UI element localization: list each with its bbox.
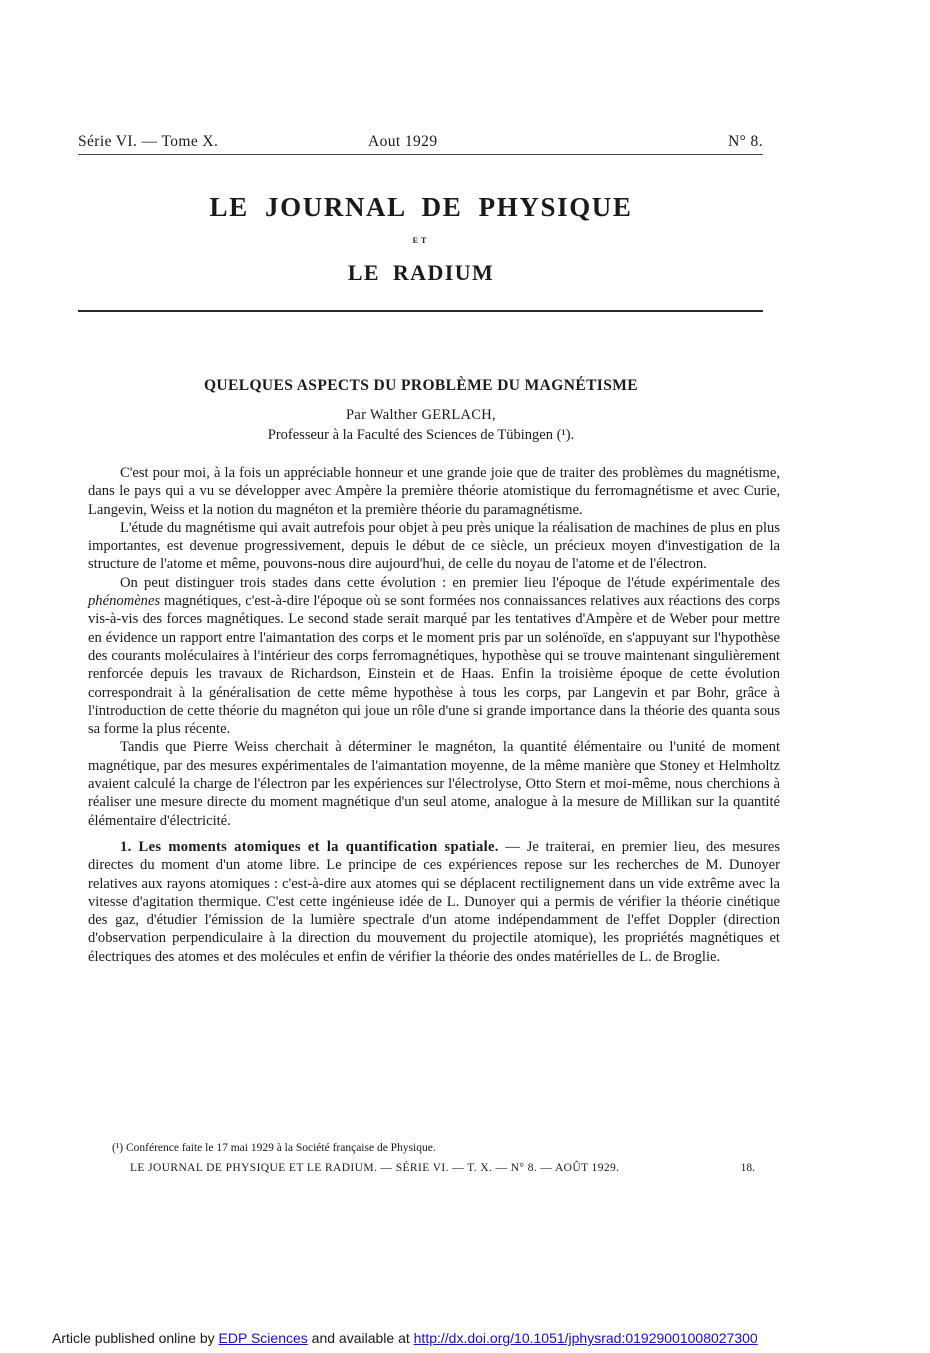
article-body bbox=[88, 464, 780, 966]
paragraph bbox=[88, 574, 780, 739]
section-paragraph bbox=[88, 838, 780, 966]
article-title: QUELQUES ASPECTS DU PROBLÈME DU MAGNÉTISME bbox=[203, 377, 639, 394]
issue-number: N° 8. bbox=[728, 133, 763, 150]
journal-conjunction: ET bbox=[412, 236, 430, 245]
paragraph-text: magnétiques, c'est-à-dire l'époque où se sont formées nos connaissances relatives aux réactions des corps vis-à-vis des forces magnétiques. Le second stade serait marqué par les tentatives d'Ampère et de Weber pour mettre en évidence un rapport entre l'aimantation des corps et le moment pris par un solénoïde, en s'appuyant sur l'hypothèse des courants moléculaires à l'intérieur des corps ferromagnétiques, hypothèse qui se trouve maintenant singulièrement renforcée depuis les travaux de Richardson, Einstein et de Haas. Enfin la troisième époque de cette évolution correspondrait à la généralisation de cette même hypothèse à tous les corps, par Langevin et par Bohr, grâce à l'introduction de cette théorie du magnéton qui joue un rôle d'une si grande importance dans la théorie des quanta sous sa forme la plus récente. bbox=[88, 593, 780, 738]
publication-credit bbox=[52, 1330, 758, 1346]
journal-title: LE JOURNAL DE PHYSIQUE bbox=[209, 192, 633, 222]
publisher-link[interactable]: EDP Sciences bbox=[218, 1330, 308, 1346]
section-title: 1. Les moments atomiques et la quantification spatiale. bbox=[120, 838, 499, 855]
doi-link[interactable]: http://dx.doi.org/10.1051/jphysrad:01929001008027300 bbox=[413, 1330, 758, 1346]
footnote: (¹) Conférence faite le 17 mai 1929 à la Société française de Physique. bbox=[112, 1142, 436, 1154]
paragraph: L'étude du magnétisme qui avait autrefois pour objet à peu près unique la réalisation de machines de plus en plus importantes, est devenue progressivement, depuis le début de ce siècle, un précieux moyen d'investigation de la structure de l'atome et même, pouvons-nous dire aujourd'hui, de celle du noyau de l'atome et de l'électron. bbox=[88, 519, 780, 573]
paragraph-text: On peut distinguer trois stades dans cette évolution : en premier lieu l'époque de l'étude expérimentale des bbox=[120, 574, 780, 591]
masthead-rule bbox=[78, 310, 763, 312]
credit-prefix: Article published online by bbox=[52, 1330, 219, 1346]
emphasized-word: phénomènes bbox=[88, 593, 161, 610]
section-text: — Je traiterai, en premier lieu, des mesures directes du moment d'un atome libre. Le principe de ces expériences repose sur les recherches de M. Dunoyer relatives aux rayons atomiques : c'est-à-dire aux atomes qui se déplacent rectilignement dans un vide extrême avec la vitesse d'agitation thermique. C'est cette ingénieuse idée de L. Dunoyer qui a permis de vérifier la théorie cinétique des gaz, d'étudier l'émission de la lumière spectrale d'un atome indépendamment de l'effet Doppler (direction d'observation perpendiculaire à la direction du mouvement du projectile atomique), les propriétés magnétiques et électriques des atomes et des molécules et enfin de vérifier la théorie des ondes matérielles de L. de Broglie. bbox=[88, 838, 780, 965]
author-byline: Par Walther GERLACH, bbox=[346, 407, 496, 423]
paragraph: C'est pour moi, à la fois un appréciable honneur et une grande joie que de traiter des problèmes du magnétisme, dans le pays qui a vu se développer avec Ampère la première théorie atomistique du ferromagnétisme et avec Curie, Langevin, Weiss et la notion du magnéton et la première théorie du paramagnétisme. bbox=[88, 465, 780, 518]
header-rule bbox=[78, 154, 763, 155]
footer-citation: LE JOURNAL DE PHYSIQUE ET LE RADIUM. — SÉRIE VI. — T. X. — N° 8. — AOÛT 1929. bbox=[130, 1162, 620, 1174]
author-affiliation: Professeur à la Faculté des Sciences de Tübingen (¹). bbox=[267, 427, 575, 443]
page-number: 18. bbox=[740, 1162, 755, 1174]
issue-date: Aout 1929 bbox=[368, 133, 438, 150]
credit-middle: and available at bbox=[307, 1330, 414, 1346]
series-volume: Série VI. — Tome X. bbox=[78, 133, 219, 150]
paragraph: Tandis que Pierre Weiss cherchait à déterminer le magnéton, la quantité élémentaire ou l'unité de moment magnétique, par des mesures expérimentales de l'aimantation moyenne, de la même manière que Stoney et Helmholtz avaient calculé la charge de l'électron par les expériences sur l'électrolyse, Otto Stern et moi-même, nous cherchions à réaliser une mesure directe du moment magnétique d'un seul atome, analogue à la mesure de Millikan sur la quantité élémentaire d'électricité. bbox=[88, 739, 780, 829]
journal-subtitle: LE RADIUM bbox=[347, 260, 495, 285]
